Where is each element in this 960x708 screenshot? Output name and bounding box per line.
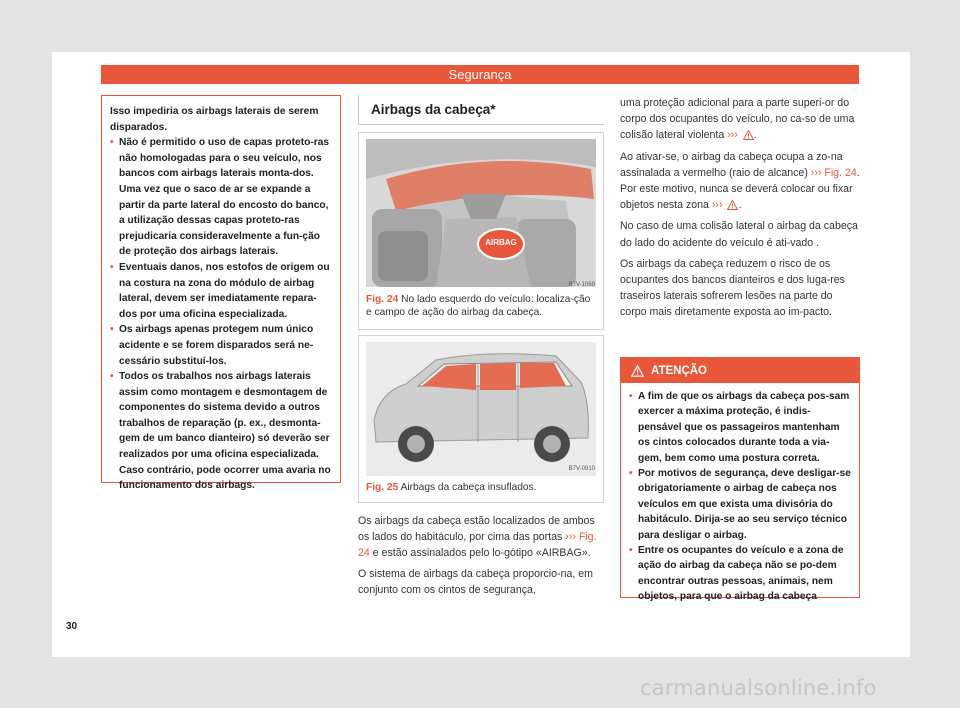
figure-reference-link[interactable]: Fig. 24 — [358, 531, 597, 560]
figure-caption — [366, 293, 598, 319]
paragraph: Os airbags da cabeça estão localizados de ambos os lados do habitáculo, por cima das portas ››› Fig. 24 e estão assinalados pelo lo-gótipo «AIRBAG». — [358, 515, 597, 560]
bullet-icon: • — [110, 324, 114, 336]
list-item: • Não é permitido o uso de capas proteto-ras não homologadas para o seu veículo, nos bancos com airbags laterais monta-dos. Uma vez que o saco de ar se expande a partir da parte lateral do encosto do banco, a utilização dessas capas proteto-ras prejudicaria consideravelmente a fun-ção de proteção dos airbags laterais. — [110, 135, 332, 260]
airbag-logo-text: AIRBAG — [485, 238, 517, 247]
figure-caption-text: Airbags da cabeça insuflados. — [400, 482, 537, 493]
paragraph: O sistema de airbags da cabeça proporcio-na, em conjunto com os cintos de segurança, — [358, 567, 593, 596]
paragraph: Ao ativar-se, o airbag da cabeça ocupa a zo-na assinalada a vermelho (raio de alcance) ››› Fig. 24. Por este motivo, nunca se deverá colocar ou fixar objetos nesta zona ››› . — [620, 150, 860, 212]
interior-airbag-illustration — [366, 139, 596, 287]
reference-arrow-icon: ››› — [810, 166, 822, 179]
intro-text: Isso impediria os airbags laterais de serem disparados. — [110, 106, 319, 133]
warning-box — [620, 357, 860, 603]
figure-caption — [366, 481, 598, 494]
figure-24 — [358, 132, 604, 330]
section-title: Airbags da cabeça* — [358, 95, 604, 125]
middle-column — [358, 95, 604, 605]
figure-code: B7V-0910 — [568, 466, 595, 472]
car-side-airbag-illustration — [366, 342, 596, 476]
chapter-header: Segurança — [101, 65, 859, 84]
reference-arrow-icon: ››› — [727, 129, 738, 142]
warning-triangle-icon — [727, 200, 738, 210]
reference-arrow-icon: ››› — [711, 199, 723, 212]
reference-arrow-icon: ››› — [565, 531, 576, 544]
list-item: • Os airbags apenas protegem num único acidente e se forem disparados será ne-cessário substituí-los. — [110, 322, 332, 369]
bullet-icon: • — [629, 391, 633, 402]
right-column — [620, 95, 860, 326]
figure-label: Fig. 24 — [366, 294, 399, 305]
warning-body — [621, 383, 859, 605]
warning-header — [621, 358, 859, 383]
list-item: • Todos os trabalhos nos airbags laterais assim como montagem e desmontagem de componentes do sistema devido a outros trabalhos de reparação (p. ex., desmonta-gem de um banco dianteiro) só deverão ser realizados por uma oficina especializada. Caso contrário, pode ocorrer uma avaria no funcionamento dos airbags. — [110, 369, 332, 494]
paragraph: uma proteção adicional para a parte superi-or do corpo dos ocupantes do veículo, no ca-so de uma colisão lateral violenta ››› . — [620, 97, 855, 142]
body-text — [358, 513, 604, 602]
figure-reference-link[interactable]: Fig. 24 — [824, 166, 857, 179]
list-item: • A fim de que os airbags da cabeça pos-sam exercer a máxima proteção, é indis-pensável que os passageiros mantenham os cintos colocados durante toda a via-gem, bem como uma postura correta. — [629, 389, 851, 466]
warning-triangle-icon — [631, 365, 644, 377]
bullet-icon: • — [110, 371, 114, 383]
warning-triangle-icon — [743, 130, 754, 140]
figure-label: Fig. 25 — [366, 482, 399, 493]
paragraph: No caso de uma colisão lateral o airbag da cabeça do lado do acidente do veículo é ati-vado . — [620, 220, 858, 249]
bullet-icon: • — [629, 545, 633, 557]
list-item: • Eventuais danos, nos estofos de origem ou na costura na zona do módulo de airbag lateral, devem ser imediatamente repara-dos por uma oficina especializada. — [110, 260, 332, 322]
list-item: • Por motivos de segurança, deve desligar-se obrigatoriamente o airbag de cabeça nos veículos em que exista uma divisória do habitáculo. Dirija-se ao seu serviço técnico para desligar o airbag. — [629, 466, 851, 543]
figure-25 — [358, 335, 604, 503]
watermark: carmanualsonline.info — [640, 676, 877, 700]
figure-caption-text: No lado esquerdo do veículo: localiza-ção e campo de ação do airbag da cabeça. — [366, 294, 591, 318]
warning-title: ATENÇÃO — [651, 364, 708, 377]
page-number: 30 — [66, 621, 78, 632]
continued-warning-box — [101, 95, 341, 492]
list-item: • Entre os ocupantes do veículo e a zona de ação do airbag da cabeça não se po-dem encontrar outras pessoas, animais, nem objetos, para que o airbag da cabeça — [629, 543, 851, 605]
bullet-icon: • — [110, 137, 114, 149]
paragraph: Os airbags da cabeça reduzem o risco de os ocupantes dos bancos dianteiros e dos luga-res traseiros laterais sofrerem lesões na parte do corpo mais diretamente exposta ao im-pacto. — [620, 257, 845, 319]
bullet-icon: • — [110, 261, 114, 273]
figure-code: B7V-1069 — [568, 282, 595, 288]
bullet-icon: • — [629, 468, 633, 480]
